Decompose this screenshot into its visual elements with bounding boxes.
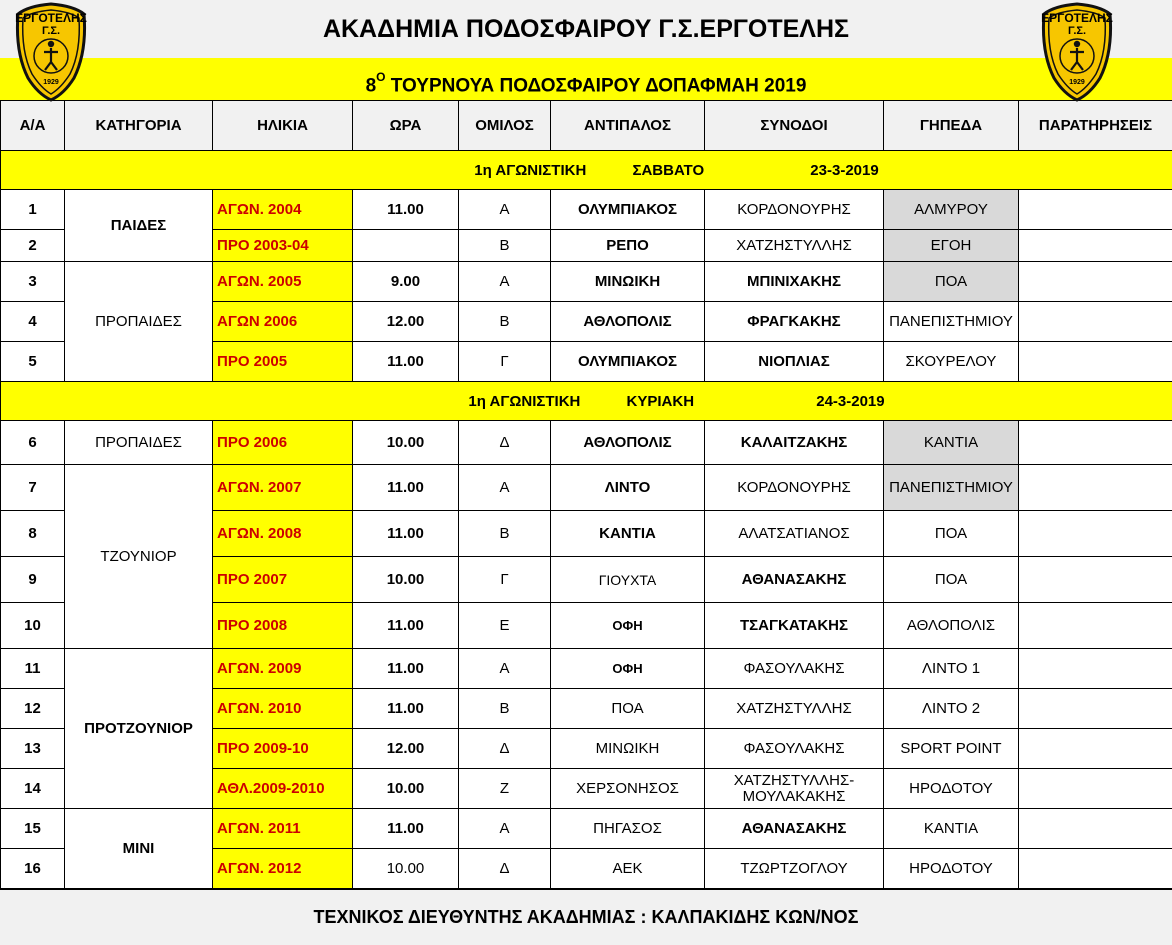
header-cell: ΠΑΡΑΤΗΡΗΣΕΙΣ: [1019, 101, 1172, 151]
pitch-cell: ΑΛΜΥΡΟΥ: [884, 190, 1019, 230]
row-number: 13: [1, 729, 65, 769]
schedule-table: [0, 100, 1172, 889]
category-cell: ΜΙΝΙ: [65, 809, 213, 889]
escort-cell: ΚΑΛΑΙΤΖΑΚΗΣ: [705, 421, 884, 465]
header-row: [1, 101, 1172, 151]
header-cell: Α/Α: [1, 101, 65, 151]
opponent-cell: ΜΙΝΩΙΚΗ: [551, 729, 705, 769]
opponent-cell: ΑΘΛΟΠΟΛΙΣ: [551, 421, 705, 465]
time-cell: 10.00: [353, 769, 459, 809]
category-cell: ΠΡΟΠΑΙΔΕΣ: [65, 421, 213, 465]
header-cell: ΑΝΤΙΠΑΛΟΣ: [551, 101, 705, 151]
row-number: 1: [1, 190, 65, 230]
group-cell: Β: [459, 230, 551, 262]
category-cell: ΠΡΟΠΑΙΔΕΣ: [65, 262, 213, 382]
row-number: 8: [1, 511, 65, 557]
category-cell: ΤΖΟΥΝΙΟΡ: [65, 465, 213, 649]
opponent-cell: ΠΟΑ: [551, 689, 705, 729]
section-round: 1η ΑΓΩΝΙΣΤΙΚΗ: [474, 162, 586, 179]
header-cell: ΓΗΠΕΔΑ: [884, 101, 1019, 151]
escort-cell: ΑΘΑΝΑΣΑΚΗΣ: [705, 809, 884, 849]
time-cell: 11.00: [353, 689, 459, 729]
notes-cell: [1019, 809, 1172, 849]
section-day: ΣΑΒΒΑΤΟ: [632, 162, 704, 179]
notes-cell: [1019, 649, 1172, 689]
group-cell: Β: [459, 511, 551, 557]
notes-cell: [1019, 190, 1172, 230]
group-cell: Ζ: [459, 769, 551, 809]
row-number: 7: [1, 465, 65, 511]
pitch-cell: ΠΑΝΕΠΙΣΤΗΜΙΟΥ: [884, 302, 1019, 342]
table-row: [1, 190, 1172, 230]
time-cell: 11.00: [353, 809, 459, 849]
time-cell: 11.00: [353, 342, 459, 382]
notes-cell: [1019, 465, 1172, 511]
group-cell: Δ: [459, 421, 551, 465]
age-cell: ΠΡΟ 2008: [213, 603, 353, 649]
pitch-cell: ΚΑΝΤΙΑ: [884, 809, 1019, 849]
club-logo-right: [1040, 2, 1114, 102]
escort-cell: ΤΖΩΡΤΖΟΓΛΟΥ: [705, 849, 884, 889]
time-cell: 10.00: [353, 557, 459, 603]
time-cell: 10.00: [353, 421, 459, 465]
group-cell: Α: [459, 190, 551, 230]
section-round: 1η ΑΓΩΝΙΣΤΙΚΗ: [468, 393, 580, 410]
notes-cell: [1019, 302, 1172, 342]
time-cell: 11.00: [353, 603, 459, 649]
category-cell: ΠΡΟΤΖΟΥΝΙΟΡ: [65, 649, 213, 809]
escort-cell: ΦΑΣΟΥΛΑΚΗΣ: [705, 649, 884, 689]
row-number: 11: [1, 649, 65, 689]
pitch-cell: ΗΡΟΔΟΤΟΥ: [884, 849, 1019, 889]
age-cell: ΑΘΛ.2009-2010: [213, 769, 353, 809]
escort-cell: ΧΑΤΖΗΣΤΥΛΛΗΣ: [705, 230, 884, 262]
age-cell: ΑΓΩΝ. 2007: [213, 465, 353, 511]
opponent-cell: ΧΕΡΣΟΝΗΣΟΣ: [551, 769, 705, 809]
page-subtitle: [0, 58, 1172, 100]
notes-cell: [1019, 421, 1172, 465]
time-cell: 12.00: [353, 729, 459, 769]
page-title: ΑΚΑΔΗΜΙΑ ΠΟΔΟΣΦΑΙΡΟΥ Γ.Σ.ΕΡΓΟΤΕΛΗΣ: [0, 0, 1172, 58]
time-cell: 11.00: [353, 649, 459, 689]
age-cell: ΑΓΩΝ. 2010: [213, 689, 353, 729]
opponent-cell: ΟΛΥΜΠΙΑΚΟΣ: [551, 342, 705, 382]
category-cell: ΠΑΙΔΕΣ: [65, 190, 213, 262]
escort-cell: ΦΡΑΓΚΑΚΗΣ: [705, 302, 884, 342]
time-cell: 11.00: [353, 511, 459, 557]
section-header-sunday: [1, 382, 1172, 421]
header-cell: ΩΡΑ: [353, 101, 459, 151]
age-cell: ΠΡΟ 2007: [213, 557, 353, 603]
opponent-cell: ΠΗΓΑΣΟΣ: [551, 809, 705, 849]
row-number: 9: [1, 557, 65, 603]
pitch-cell: ΛΙΝΤΟ 1: [884, 649, 1019, 689]
subtitle-number: 8: [366, 75, 377, 96]
age-cell: ΑΓΩΝ 2006: [213, 302, 353, 342]
row-number: 5: [1, 342, 65, 382]
group-cell: Α: [459, 649, 551, 689]
table-row: [1, 465, 1172, 511]
group-cell: Α: [459, 465, 551, 511]
pitch-cell: ΠΑΝΕΠΙΣΤΗΜΙΟΥ: [884, 465, 1019, 511]
escort-cell: ΧΑΤΖΗΣΤΥΛΛΗΣ: [705, 689, 884, 729]
row-number: 4: [1, 302, 65, 342]
age-cell: ΠΡΟ 2006: [213, 421, 353, 465]
age-cell: ΑΓΩΝ. 2012: [213, 849, 353, 889]
club-logo-left: [14, 2, 88, 102]
footer: [0, 888, 1172, 945]
notes-cell: [1019, 729, 1172, 769]
group-cell: Γ: [459, 342, 551, 382]
opponent-cell: ΟΦΗ: [551, 649, 705, 689]
section-date: 23-3-2019: [810, 162, 878, 179]
group-cell: Α: [459, 809, 551, 849]
escort-cell: ΑΛΑΤΣΑΤΙΑΝΟΣ: [705, 511, 884, 557]
opponent-cell: ΜΙΝΩΙΚΗ: [551, 262, 705, 302]
row-number: 3: [1, 262, 65, 302]
pitch-cell: ΕΓΟΗ: [884, 230, 1019, 262]
table-row: [1, 262, 1172, 302]
notes-cell: [1019, 557, 1172, 603]
time-cell: 10.00: [353, 849, 459, 889]
row-number: 2: [1, 230, 65, 262]
age-cell: ΑΓΩΝ. 2005: [213, 262, 353, 302]
header-cell: ΟΜΙΛΟΣ: [459, 101, 551, 151]
logo-initials: Γ.Σ.: [14, 25, 88, 37]
pitch-cell: ΚΑΝΤΙΑ: [884, 421, 1019, 465]
row-number: 6: [1, 421, 65, 465]
opponent-cell: ΑΕΚ: [551, 849, 705, 889]
pitch-cell: ΠΟΑ: [884, 557, 1019, 603]
notes-cell: [1019, 603, 1172, 649]
header-cell: ΚΑΤΗΓΟΡΙΑ: [65, 101, 213, 151]
age-cell: ΑΓΩΝ. 2008: [213, 511, 353, 557]
subtitle-ordinal: Ο: [376, 70, 385, 84]
time-cell: 11.00: [353, 465, 459, 511]
escort-cell: ΚΟΡΔΟΝΟΥΡΗΣ: [705, 190, 884, 230]
pitch-cell: ΛΙΝΤΟ 2: [884, 689, 1019, 729]
subtitle-bar: [0, 58, 1172, 101]
escort-cell: ΤΣΑΓΚΑΤΑΚΗΣ: [705, 603, 884, 649]
time-cell: 11.00: [353, 190, 459, 230]
escort-cell: ΑΘΑΝΑΣΑΚΗΣ: [705, 557, 884, 603]
section-title: [1, 382, 1172, 421]
notes-cell: [1019, 262, 1172, 302]
group-cell: Ε: [459, 603, 551, 649]
opponent-cell: ΚΑΝΤΙΑ: [551, 511, 705, 557]
row-number: 10: [1, 603, 65, 649]
pitch-cell: ΣΚΟΥΡΕΛΟΥ: [884, 342, 1019, 382]
subtitle-text: ΤΟΥΡΝΟΥΑ ΠΟΔΟΣΦΑΙΡΟΥ ΔΟΠΑΦΜΑΗ 2019: [386, 75, 807, 96]
table-row: [1, 809, 1172, 849]
pitch-cell: SPORT POINT: [884, 729, 1019, 769]
pitch-cell: ΗΡΟΔΟΤΟΥ: [884, 769, 1019, 809]
group-cell: Α: [459, 262, 551, 302]
time-cell: 9.00: [353, 262, 459, 302]
group-cell: Δ: [459, 729, 551, 769]
notes-cell: [1019, 769, 1172, 809]
escort-cell: ΦΑΣΟΥΛΑΚΗΣ: [705, 729, 884, 769]
age-cell: ΑΓΩΝ. 2011: [213, 809, 353, 849]
time-cell: [353, 230, 459, 262]
time-cell: 12.00: [353, 302, 459, 342]
escort-cell: ΚΟΡΔΟΝΟΥΡΗΣ: [705, 465, 884, 511]
logo-name: ΕΡΓΟΤΕΛΗΣ: [1040, 11, 1114, 25]
notes-cell: [1019, 849, 1172, 889]
opponent-cell: ΟΦΗ: [551, 603, 705, 649]
group-cell: Β: [459, 302, 551, 342]
group-cell: Δ: [459, 849, 551, 889]
row-number: 14: [1, 769, 65, 809]
section-header-saturday: [1, 151, 1172, 190]
logo-year: 1929: [14, 79, 88, 86]
table-row: [1, 649, 1172, 689]
header-cell: ΗΛΙΚΙΑ: [213, 101, 353, 151]
age-cell: ΑΓΩΝ. 2004: [213, 190, 353, 230]
section-day: ΚΥΡΙΑΚΗ: [627, 393, 695, 410]
group-cell: Β: [459, 689, 551, 729]
row-number: 16: [1, 849, 65, 889]
pitch-cell: ΠΟΑ: [884, 262, 1019, 302]
footer-text: ΤΕΧΝΙΚΟΣ ΔΙΕΥΘΥΝΤΗΣ ΑΚΑΔΗΜΙΑΣ : ΚΑΛΠΑΚΙΔΗΣ ΚΩΝ/ΝΟΣ: [0, 890, 1172, 945]
escort-cell: ΧΑΤΖΗΣΤΥΛΛΗΣ-ΜΟΥΛΑΚΑΚΗΣ: [705, 769, 884, 809]
opponent-cell: ΟΛΥΜΠΙΑΚΟΣ: [551, 190, 705, 230]
escort-cell: ΜΠΙΝΙΧΑΚΗΣ: [705, 262, 884, 302]
header-cell: ΣΥΝΟΔΟΙ: [705, 101, 884, 151]
group-cell: Γ: [459, 557, 551, 603]
logo-initials: Γ.Σ.: [1040, 25, 1114, 37]
age-cell: ΑΓΩΝ. 2009: [213, 649, 353, 689]
opponent-cell: ΡΕΠΟ: [551, 230, 705, 262]
notes-cell: [1019, 230, 1172, 262]
title-bar: [0, 0, 1172, 59]
age-cell: ΠΡΟ 2009-10: [213, 729, 353, 769]
age-cell: ΠΡΟ 2005: [213, 342, 353, 382]
notes-cell: [1019, 342, 1172, 382]
pitch-cell: ΑΘΛΟΠΟΛΙΣ: [884, 603, 1019, 649]
table-row: [1, 421, 1172, 465]
section-title: [1, 151, 1172, 190]
notes-cell: [1019, 511, 1172, 557]
logo-name: ΕΡΓΟΤΕΛΗΣ: [14, 11, 88, 25]
row-number: 15: [1, 809, 65, 849]
escort-cell: ΝΙΟΠΛΙΑΣ: [705, 342, 884, 382]
pitch-cell: ΠΟΑ: [884, 511, 1019, 557]
logo-year: 1929: [1040, 79, 1114, 86]
notes-cell: [1019, 689, 1172, 729]
opponent-cell: ΑΘΛΟΠΟΛΙΣ: [551, 302, 705, 342]
opponent-cell: ΛΙΝΤΟ: [551, 465, 705, 511]
opponent-cell: ΓΙΟΥΧΤΑ: [551, 557, 705, 603]
age-cell: ΠΡΟ 2003-04: [213, 230, 353, 262]
section-date: 24-3-2019: [816, 393, 884, 410]
row-number: 12: [1, 689, 65, 729]
